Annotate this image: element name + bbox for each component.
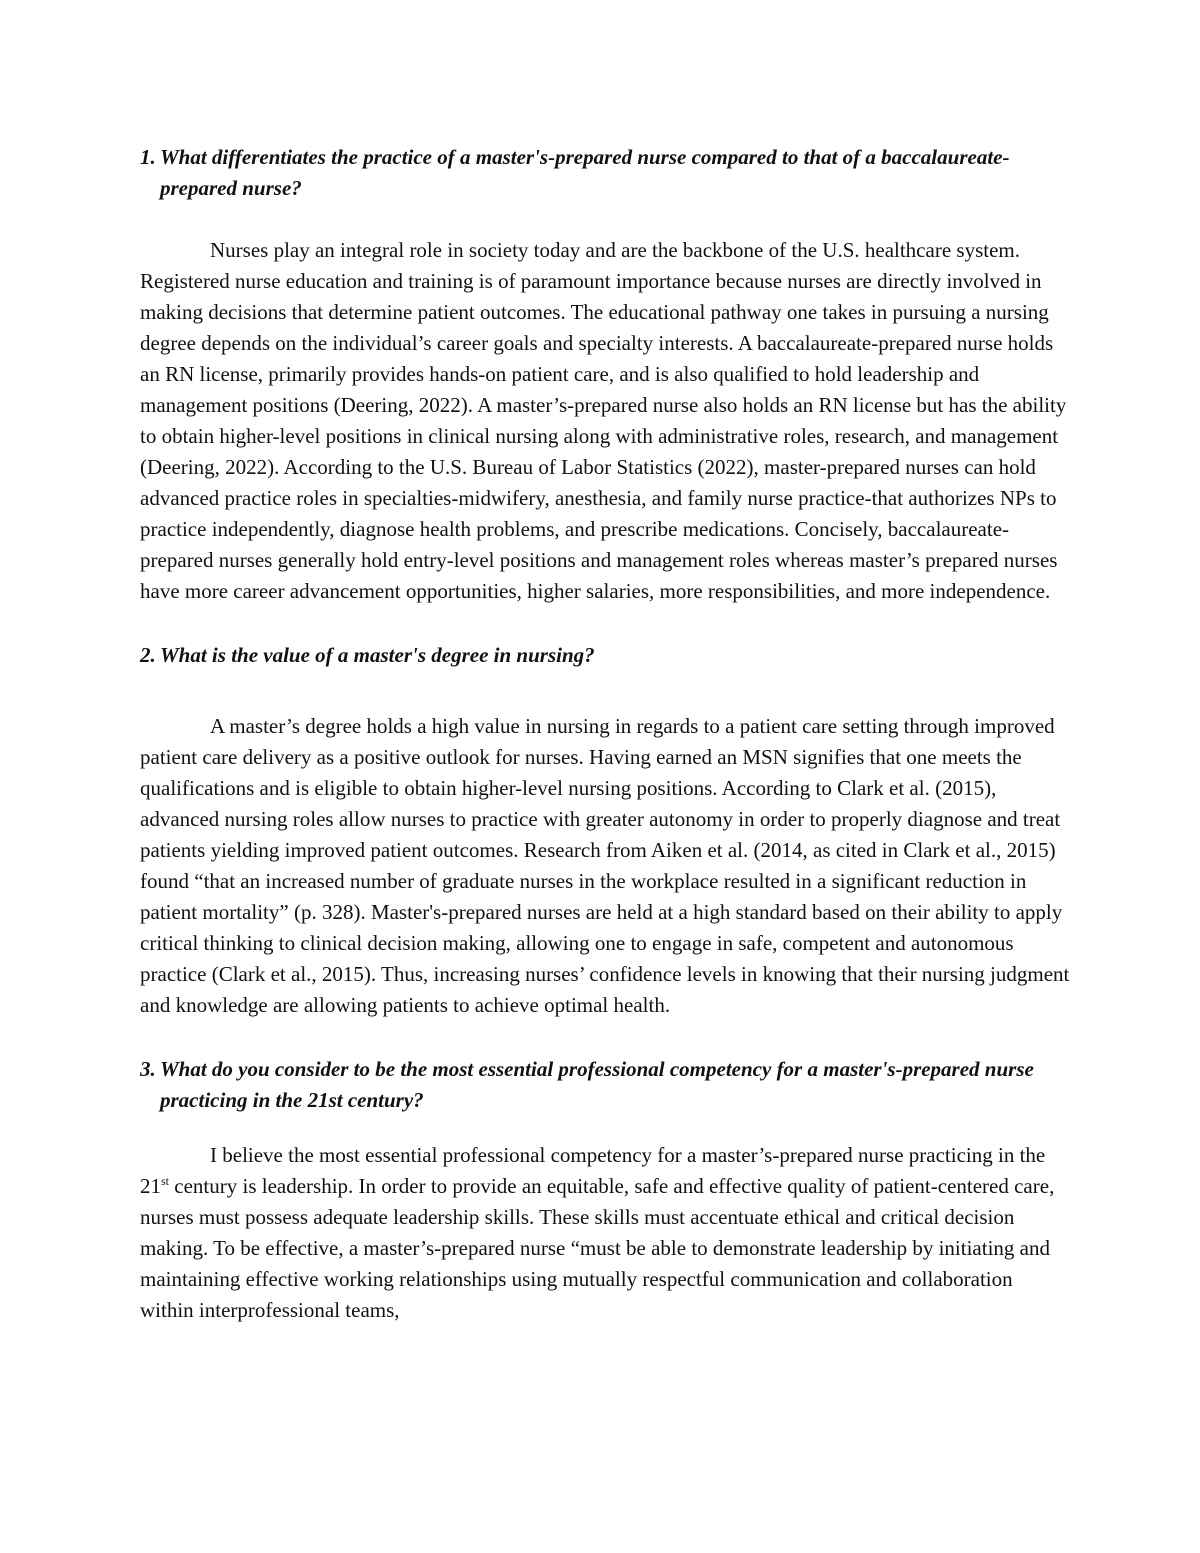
answer-1-paragraph: Nurses play an integral role in society today and are the backbone of the U.S. healthcare system. Registered nurse education and training is of paramount importance because nurses are directly involved in making decisions that determine patient outcomes. The educational pathway one takes in pursuing a nursing degree depends on the individual’s career goals and specialty interests. A baccalaureate-prepared nurse holds an RN license, primarily provides hands-on patient care, and is also qualified to hold leadership and management positions (Deering, 2022). A master’s-prepared nurse also holds an RN license but has the ability to obtain higher-level positions in clinical nursing along with administrative roles, research, and management (Deering, 2022). According to the U.S. Bureau of Labor Statistics (2022), master-prepared nurses can hold advanced practice roles in specialties-midwifery, anesthesia, and family nurse practice-that authorizes NPs to practice independently, diagnose health problems, and prescribe medications. Concisely, baccalaureate-prepared nurses generally hold entry-level positions and management roles whereas master’s prepared nurses have more career advancement opportunities, higher salaries, more responsibilities, and more independence. [140, 238, 1067, 603]
section-3 [140, 1054, 1070, 1326]
question-2-number: 2. [140, 643, 156, 667]
answer-3-text-start: I believe the most essential professional competency for a master’s-prepared nurse practicing in the 21 [140, 1143, 1046, 1198]
section-2 [140, 640, 1070, 1021]
question-3-text: What do you consider to be the most essential professional competency for a master's-prepared nurse practicing in the 21st century? [160, 1057, 1034, 1112]
answer-3-text-end: century is leadership. In order to provide an equitable, safe and effective quality of patient-centered care, nurses must possess adequate leadership skills. These skills must accentuate ethical and critical decision making. To be effective, a master’s-prepared nurse “must be able to demonstrate leadership by initiating and maintaining effective working relationships using mutually respectful communication and collaboration within interprofessional teams, [140, 1174, 1055, 1322]
question-1-heading [140, 142, 1070, 204]
document-body [140, 142, 1070, 1326]
section-1 [140, 142, 1070, 607]
question-1-number: 1. [140, 145, 156, 169]
question-3-heading [140, 1054, 1070, 1116]
answer-3-paragraph [140, 1140, 1070, 1326]
answer-3-superscript: st [161, 1174, 170, 1188]
question-3-number: 3. [140, 1057, 156, 1081]
question-1-text: What differentiates the practice of a master's-prepared nurse compared to that of a baccalaureate-prepared nurse? [160, 145, 1010, 200]
question-2-heading [140, 640, 1070, 671]
answer-2-paragraph: A master’s degree holds a high value in nursing in regards to a patient care setting through improved patient care delivery as a positive outlook for nurses. Having earned an MSN signifies that one meets the qualifications and is eligible to obtain higher-level nursing positions. According to Clark et al. (2015), advanced nursing roles allow nurses to practice with greater autonomy in order to properly diagnose and treat patients yielding improved patient outcomes. Research from Aiken et al. (2014, as cited in Clark et al., 2015) found “that an increased number of graduate nurses in the workplace resulted in a significant reduction in patient mortality” (p. 328). Master's-prepared nurses are held at a high standard based on their ability to apply critical thinking to clinical decision making, allowing one to engage in safe, competent and autonomous practice (Clark et al., 2015). Thus, increasing nurses’ confidence levels in knowing that their nursing judgment and knowledge are allowing patients to achieve optimal health. [140, 714, 1070, 1017]
question-2-text: What is the value of a master's degree in nursing? [160, 643, 595, 667]
